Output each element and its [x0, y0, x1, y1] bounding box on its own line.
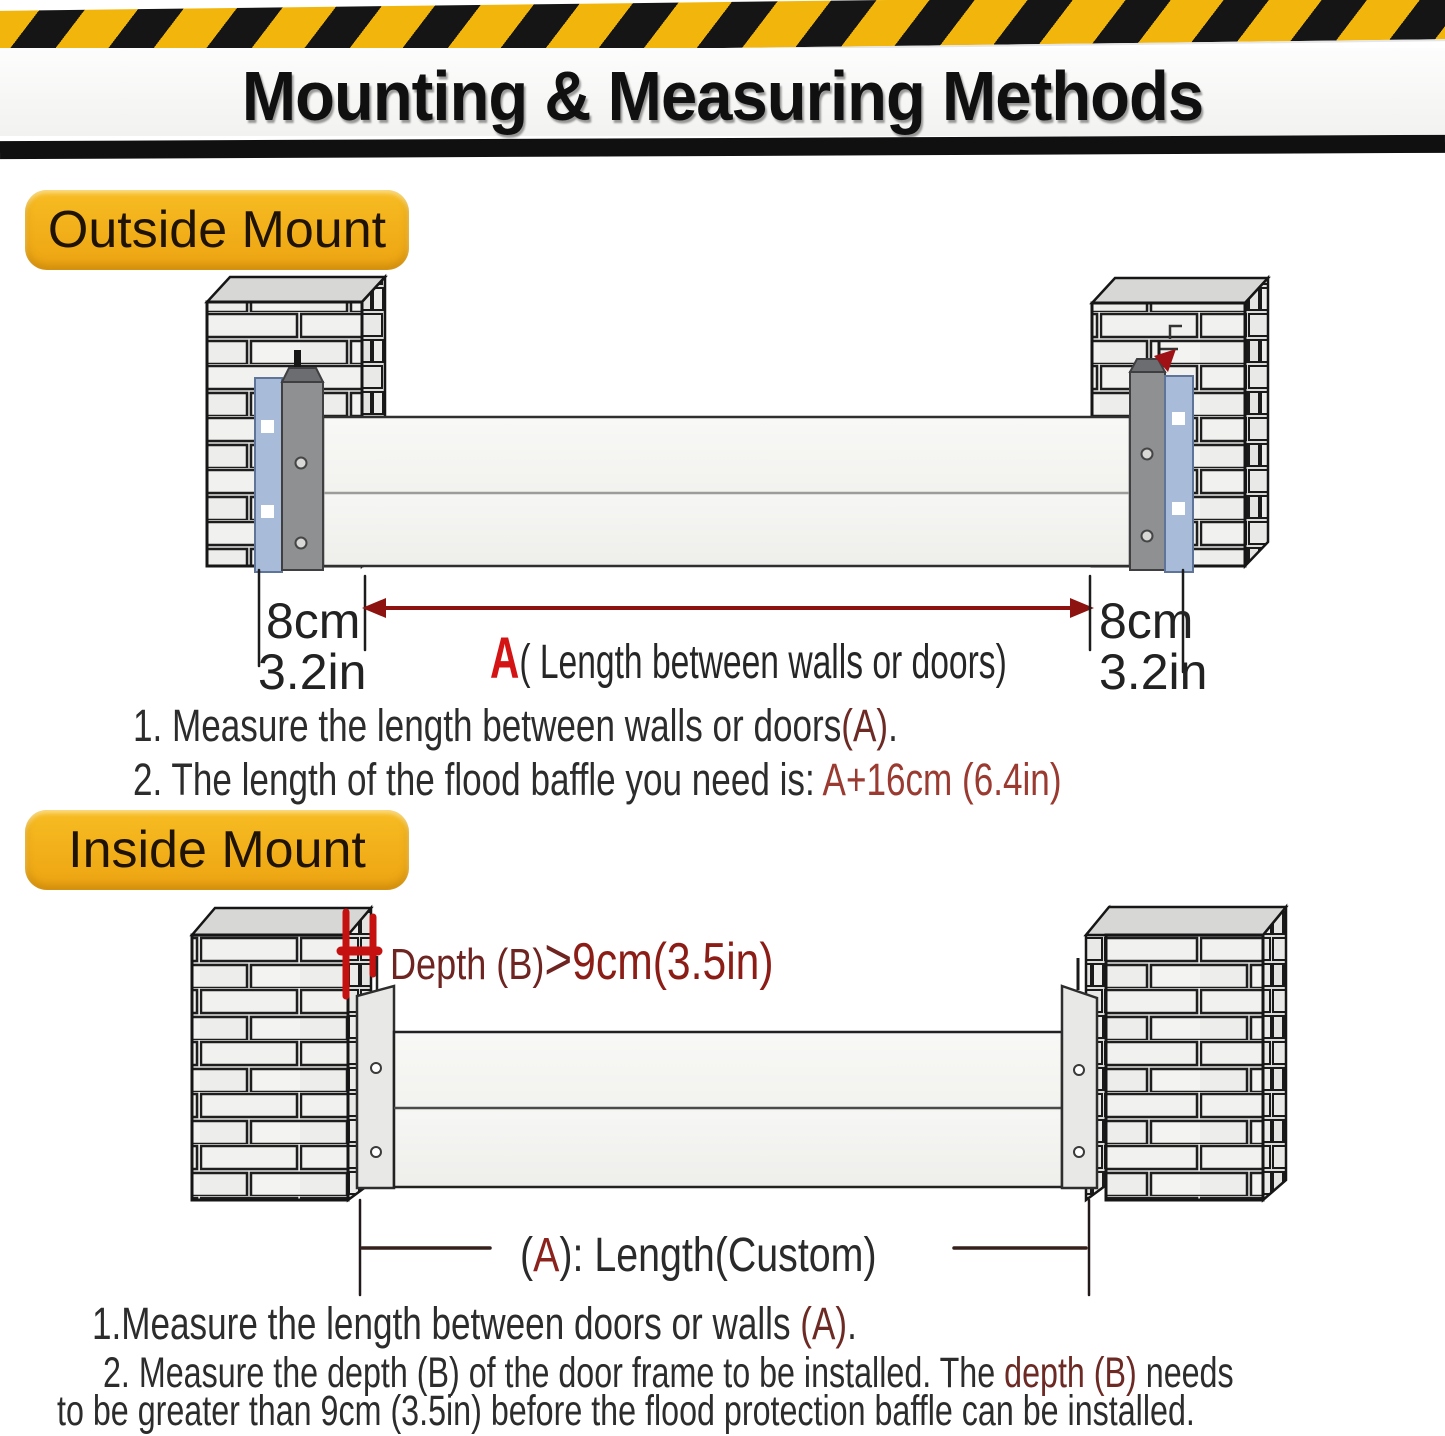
outside-left-seal-strip — [255, 378, 282, 572]
inside-right-pillar — [1086, 907, 1286, 1200]
outside-baffle-panel — [323, 417, 1130, 566]
inside-mount-label-text: Inside Mount — [68, 821, 366, 879]
length-label-open: ( — [520, 1229, 534, 1282]
outside-step-1 — [133, 700, 898, 752]
outside-right-offset-cm: 8cm — [1099, 593, 1194, 649]
inside-step-2-text: 2. Measure the depth (B) of the door frame to be installed. The — [103, 1349, 1005, 1397]
outside-span-label — [490, 625, 1007, 692]
inside-step-1 — [92, 1298, 857, 1350]
inside-step-1-a: (A) — [800, 1298, 848, 1349]
length-label-a: A — [533, 1229, 560, 1282]
inside-step-2-line-2: to be greater than 9cm (3.5in) before the flood protection baffle can be installed. — [57, 1387, 1195, 1435]
outside-left-channel — [282, 368, 323, 570]
page-title: Mounting & Measuring Methods — [241, 57, 1204, 135]
length-label-text: ): Length(Custom) — [559, 1229, 877, 1282]
screw-hole — [371, 1063, 381, 1073]
outside-mount-label-text: Outside Mount — [47, 201, 387, 259]
outside-step-2-text: 2. The length of the flood baffle you need is: — [133, 754, 823, 805]
inside-step-2-highlight: depth (B) — [1004, 1349, 1137, 1397]
outside-right-channel — [1130, 341, 1165, 570]
outside-right-offset-in: 3.2in — [1099, 644, 1208, 700]
depth-label-prefix: Depth (B) — [390, 940, 545, 989]
screw-hole — [1074, 1065, 1084, 1075]
screw-hole — [1074, 1147, 1084, 1157]
inside-depth-label — [390, 926, 774, 993]
outside-step-1-period: . — [888, 700, 898, 751]
outside-step-1-a: (A) — [841, 700, 889, 751]
span-label-a: A — [490, 626, 520, 691]
span-label-text: ( Length between walls or doors) — [519, 636, 1007, 689]
outside-step-1-text: 1. Measure the length between walls or doors — [133, 700, 842, 751]
outside-step-2 — [133, 754, 1062, 806]
inside-length-label — [520, 1228, 877, 1283]
inside-step-2-suffix: needs — [1136, 1349, 1234, 1397]
screw-hole — [1142, 531, 1153, 542]
inside-step-1-period: . — [847, 1298, 857, 1349]
depth-label-value: 9cm(3.5in) — [572, 933, 774, 991]
screw-hole — [296, 458, 307, 469]
screw-hole — [1142, 449, 1153, 460]
inside-step-1-text: 1.Measure the length between doors or walls — [92, 1298, 801, 1349]
outside-left-offset-in: 3.2in — [258, 644, 367, 700]
greater-than-sign: > — [544, 927, 573, 992]
inside-baffle-panel — [394, 1032, 1062, 1187]
screw-hole — [371, 1147, 381, 1157]
outside-left-offset-cm: 8cm — [266, 593, 361, 649]
outside-step-2-formula: A+16cm (6.4in) — [822, 754, 1062, 805]
screw-hole — [296, 538, 307, 549]
